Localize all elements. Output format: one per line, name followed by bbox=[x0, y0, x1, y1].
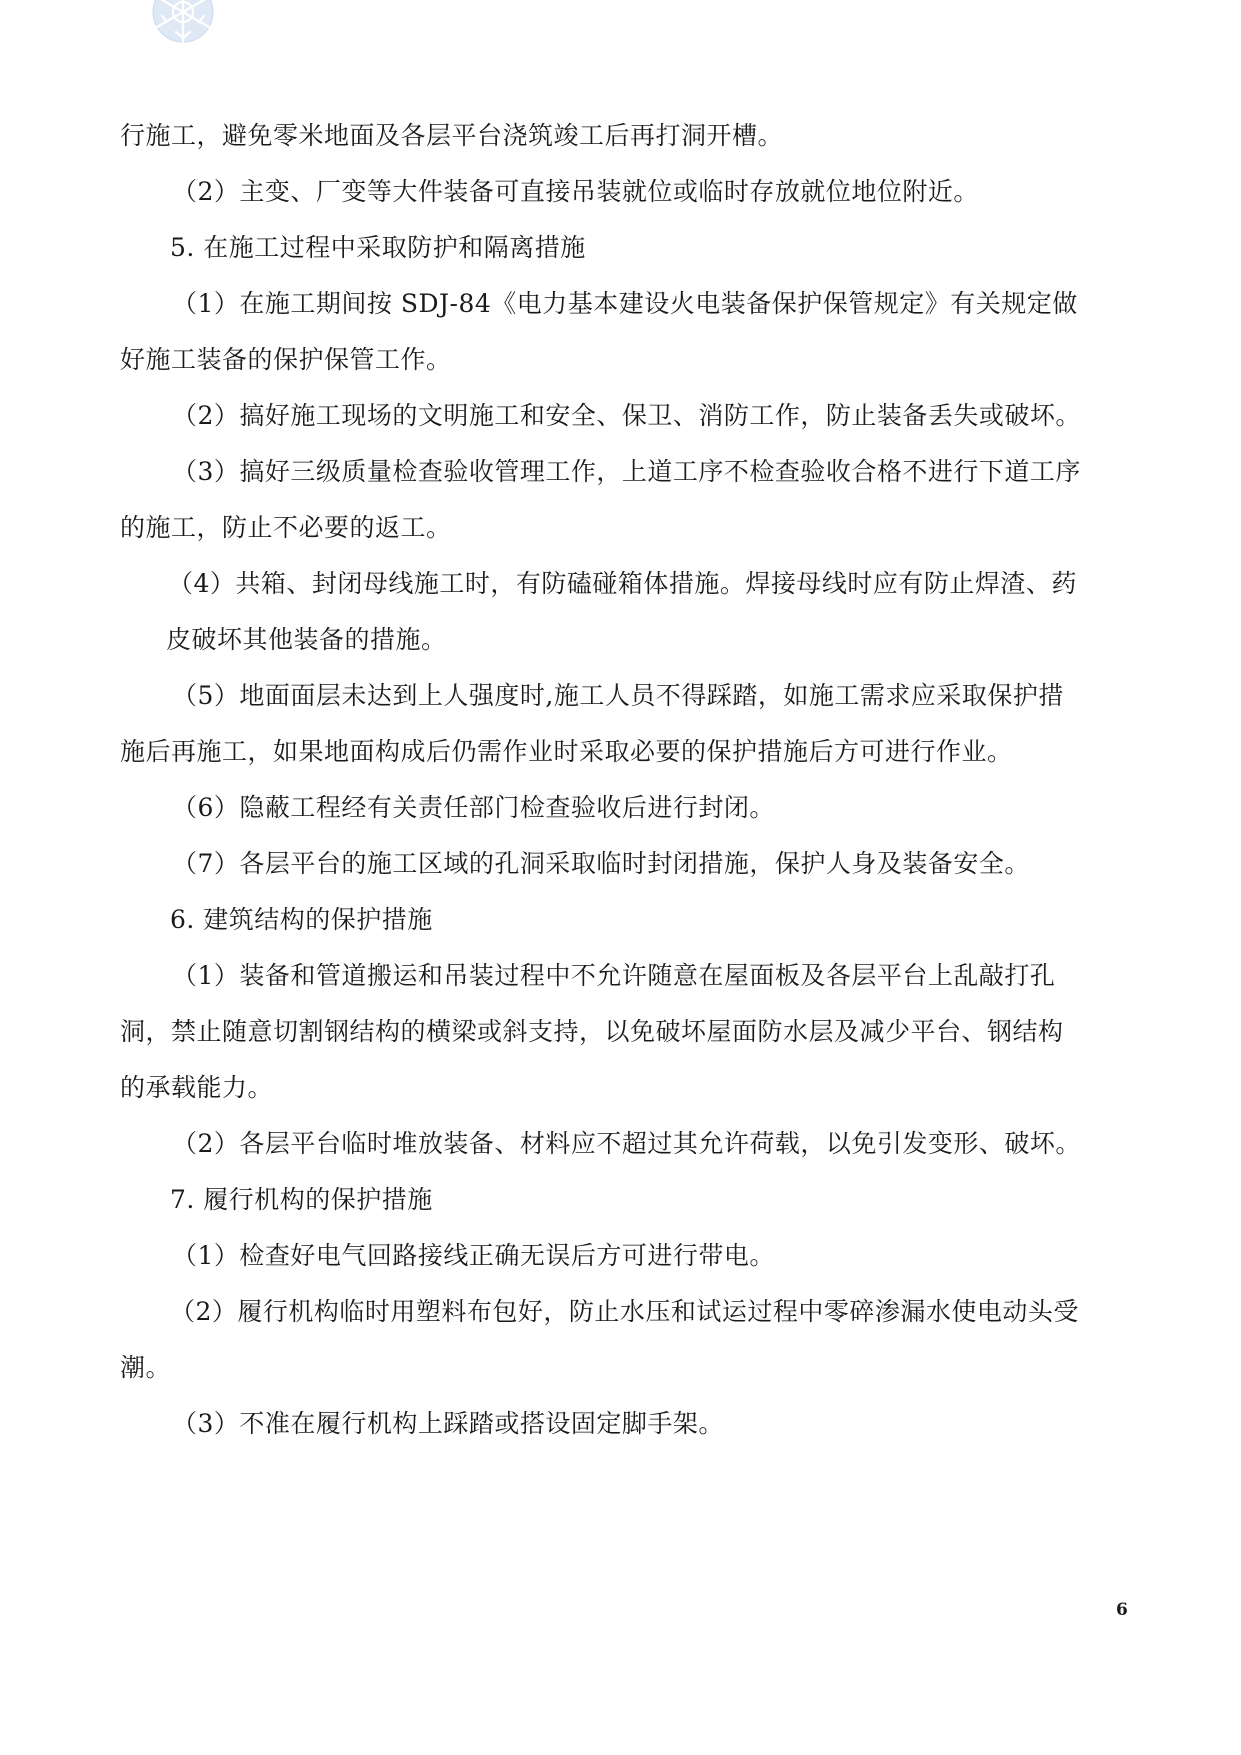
body-line: 皮破坏其他装备的措施。 bbox=[166, 625, 447, 654]
body-line: （1）装备和管道搬运和吊装过程中不允许随意在屋面板及各层平台上乱敲打孔 bbox=[172, 961, 1056, 990]
body-line: 的承载能力。 bbox=[120, 1073, 274, 1102]
body-line: （3）搞好三级质量检查验收管理工作，上道工序不检查验收合格不进行下道工序 bbox=[172, 457, 1081, 486]
body-line: （1）检查好电气回路接线正确无误后方可进行带电。 bbox=[172, 1241, 775, 1270]
watermark-logo bbox=[138, 0, 228, 56]
body-line: （3）不准在履行机构上踩踏或搭设固定脚手架。 bbox=[172, 1409, 724, 1438]
body-line: （6）隐蔽工程经有关责任部门检查验收后进行封闭。 bbox=[172, 793, 775, 822]
body-line: 洞，禁止随意切割钢结构的横梁或斜支持，以免破坏屋面防水层及减少平台、钢结构 bbox=[120, 1017, 1064, 1046]
body-line: （2）各层平台临时堆放装备、材料应不超过其允许荷载，以免引发变形、破坏。 bbox=[172, 1129, 1081, 1158]
body-line: 潮。 bbox=[120, 1353, 172, 1382]
body-line: （5）地面面层未达到上人强度时,施工人员不得踩踏，如施工需求应采取保护措 bbox=[172, 681, 1064, 710]
body-line: 施后再施工，如果地面构成后仍需作业时采取必要的保护措施后方可进行作业。 bbox=[120, 737, 1013, 766]
body-line: （2）主变、厂变等大件装备可直接吊装就位或临时存放就位地位附近。 bbox=[172, 177, 979, 206]
body-line: 的施工，防止不必要的返工。 bbox=[120, 513, 452, 542]
page-number: 6 bbox=[1116, 1600, 1128, 1620]
section-heading: 5. 在施工过程中采取防护和隔离措施 bbox=[170, 233, 586, 262]
body-line: （4）共箱、封闭母线施工时，有防磕碰箱体措施。焊接母线时应有防止焊渣、药 bbox=[168, 569, 1077, 598]
body-line: （2）搞好施工现场的文明施工和安全、保卫、消防工作，防止装备丢失或破坏。 bbox=[172, 401, 1081, 430]
body-line: 好施工装备的保护保管工作。 bbox=[120, 345, 452, 374]
body-line: 行施工，避免零米地面及各层平台浇筑竣工后再打洞开槽。 bbox=[120, 121, 784, 150]
body-line: （1）在施工期间按 SDJ-84《电力基本建设火电装备保护保管规定》有关规定做 bbox=[172, 289, 1078, 318]
body-line: （7）各层平台的施工区域的孔洞采取临时封闭措施，保护人身及装备安全。 bbox=[172, 849, 1030, 878]
snowflake-logo-icon bbox=[138, 0, 228, 56]
section-heading: 7. 履行机构的保护措施 bbox=[170, 1185, 433, 1214]
section-heading: 6. 建筑结构的保护措施 bbox=[170, 905, 433, 934]
body-line: （2）履行机构临时用塑料布包好，防止水压和试运过程中零碎渗漏水使电动头受 bbox=[170, 1297, 1079, 1326]
